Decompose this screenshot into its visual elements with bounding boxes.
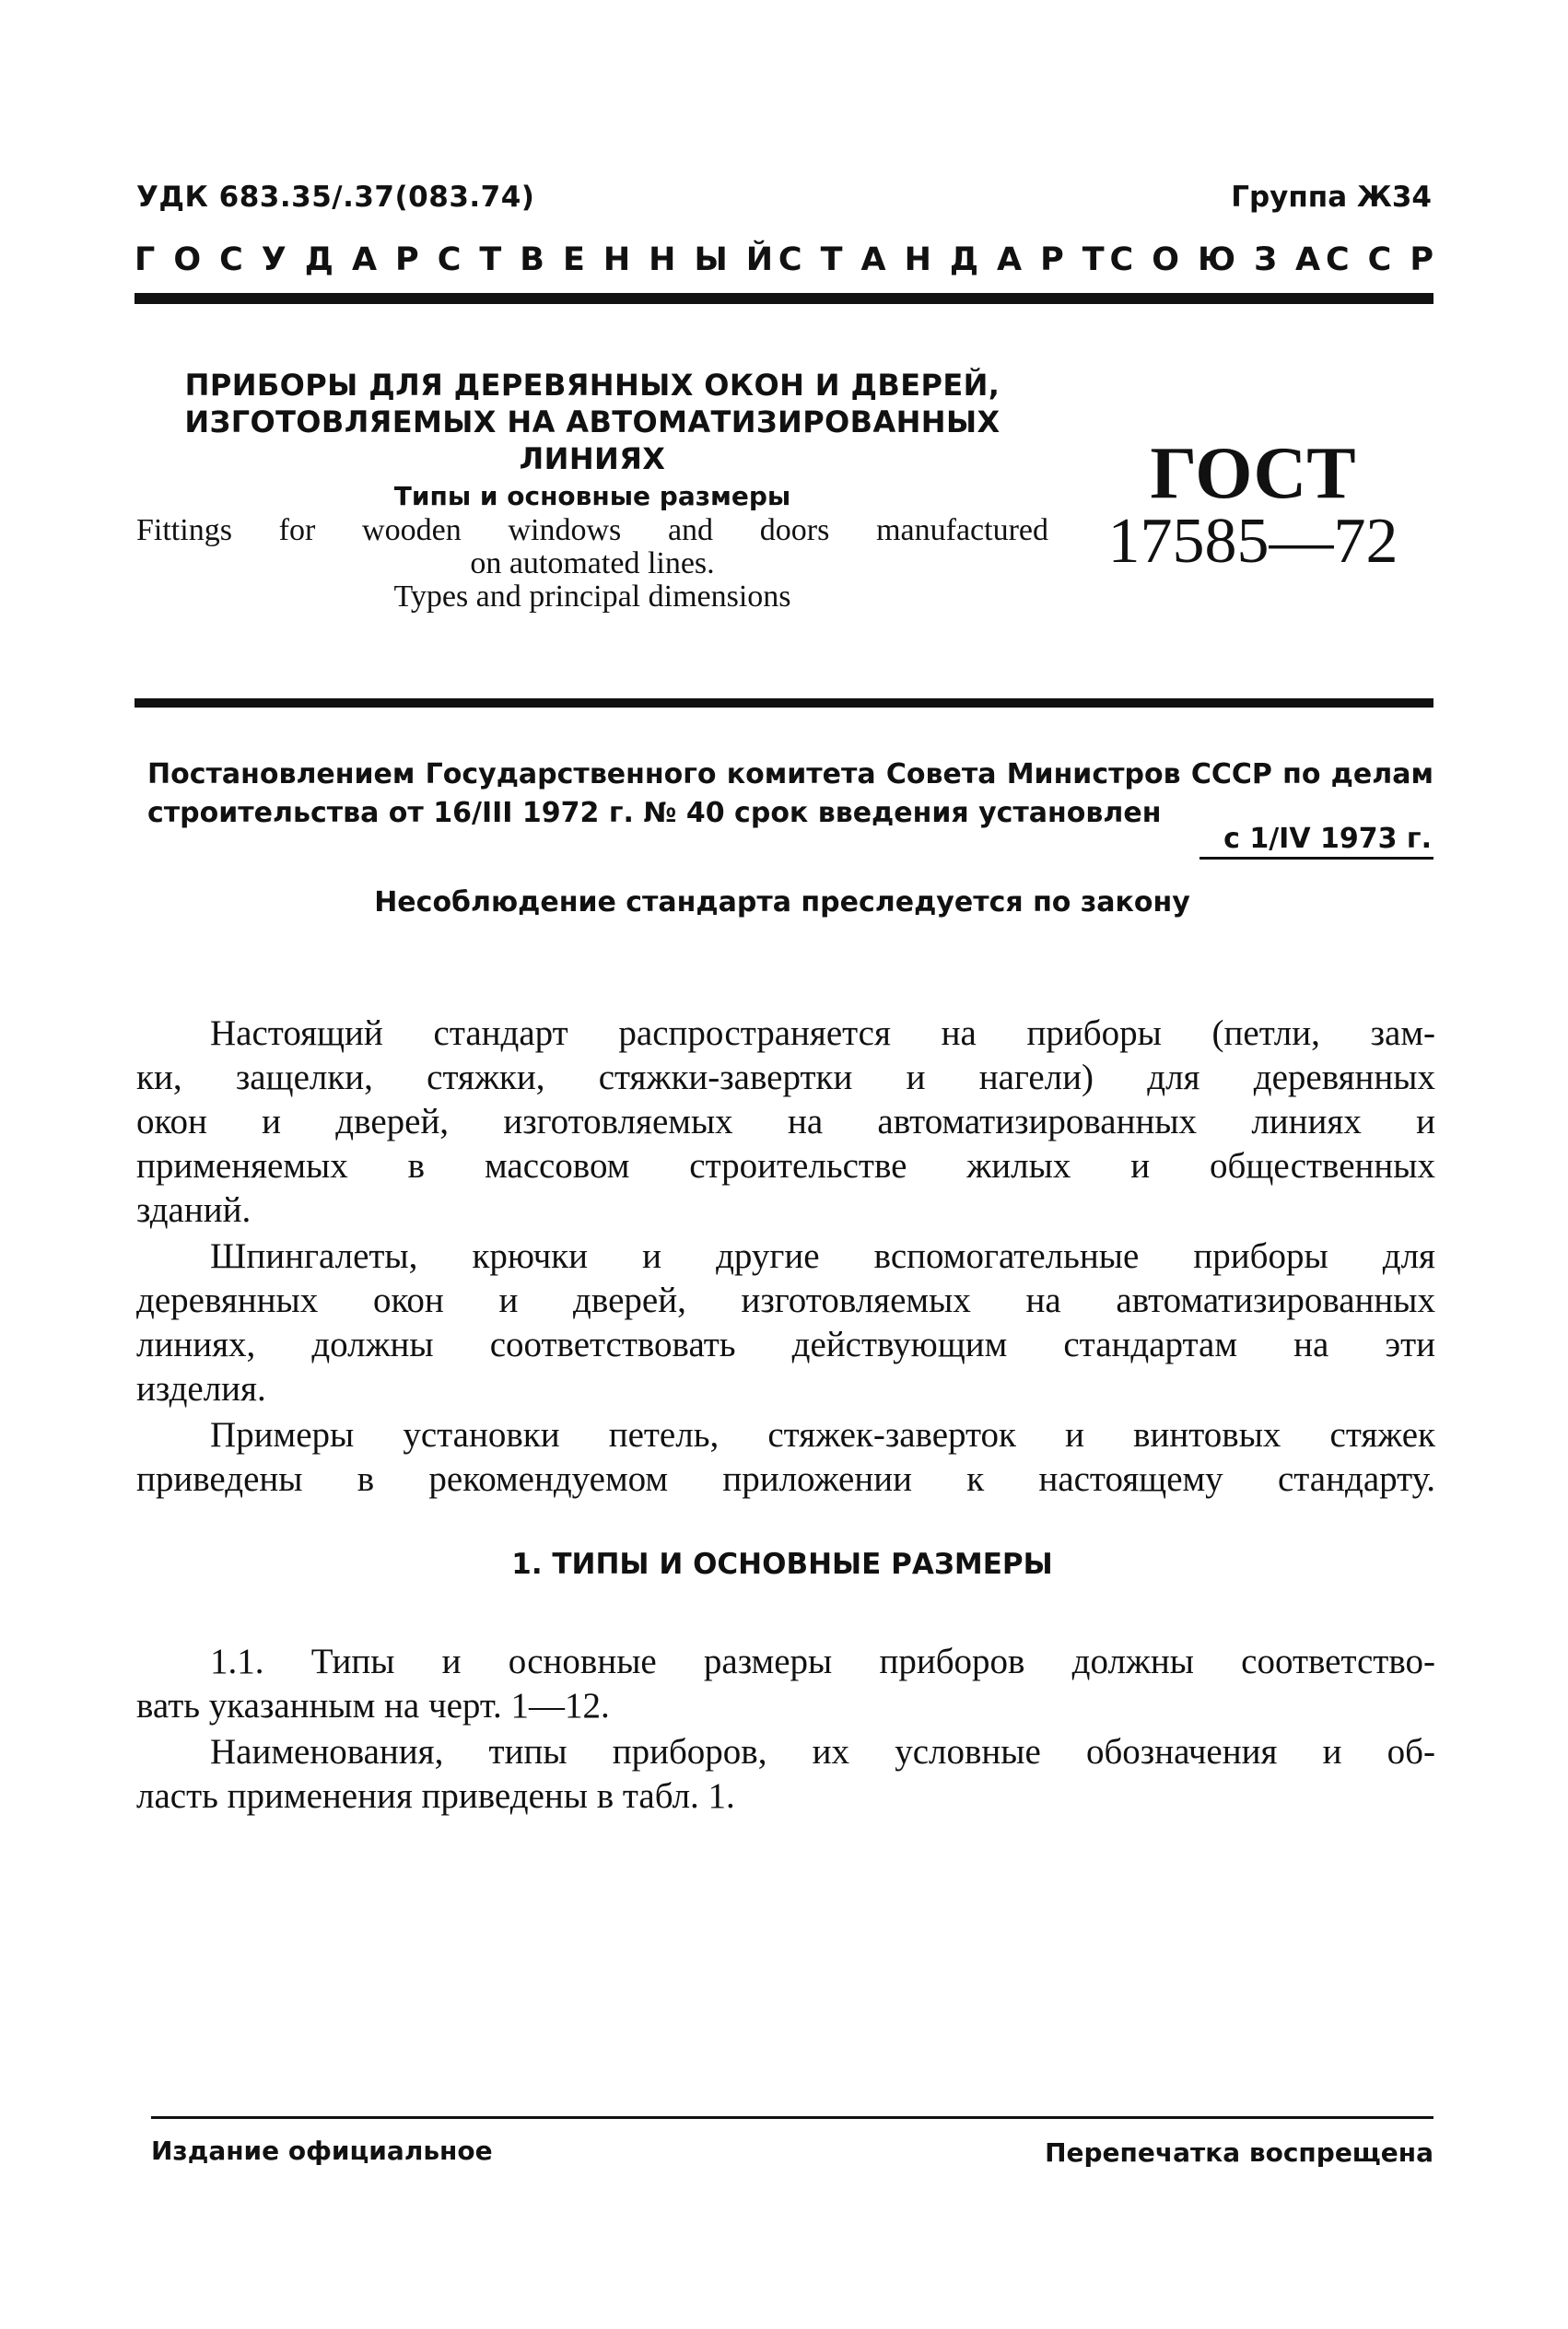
gost-label: ГОСТ [1150,433,1356,514]
header-rule [135,293,1433,304]
state-standard-banner [135,241,1433,282]
effective-date-underline [1199,857,1433,860]
intro-p1-line-4: применяемых в массовом строительстве жилых и общественных [136,1146,1435,1186]
section-1-p2-line-2: ласть применения приведены в табл. 1. [136,1776,735,1816]
section-1-p1-line-1: 1.1. Типы и основные размеры приборов должны соответство- [210,1642,1435,1681]
decree-line-2: строительства от 16/III 1972 г. № 40 срок введения установлен [147,797,1162,829]
effective-date: с 1/IV 1973 г. [1223,823,1432,855]
title-subtitle: Типы и основные размеры [393,481,791,511]
decree-line-1: Постановлением Государственного комитета Совета Министров СССР по делам [147,758,1433,790]
intro-p2-line-2: деревянных окон и дверей, изготовляемых на автоматизированных [136,1281,1435,1320]
english-title-line-3: Types and principal dimensions [393,579,791,614]
section-1-p2-line-1: Наименования, типы приборов, их условные обозначения и об- [210,1732,1435,1772]
gost-number: 17585—72 [1107,506,1398,577]
group-code: Группа Ж34 [1231,181,1432,214]
state-standard-word: С О Ю З А [1109,241,1321,278]
state-standard-word: С Т А Н Д А Р Т [778,241,1105,278]
intro-p1-line-3: окон и дверей, изготовляемых на автоматизированных линиях и [136,1102,1435,1141]
english-title-line-2: on automated lines. [470,546,715,580]
intro-p2-line-1: Шпингалеты, крючки и другие вспомогательные приборы для [210,1236,1435,1276]
state-standard-word: Г О С У Д А Р С Т В Е Н Н Ы Й [135,241,774,278]
intro-p1-line-2: ки, защелки, стяжки, стяжки-завертки и нагели) для деревянных [136,1058,1435,1097]
section-1-p1-line-2: вать указанным на черт. 1—12. [136,1686,610,1726]
title-line-1: ПРИБОРЫ ДЛЯ ДЕРЕВЯННЫХ ОКОН И ДВЕРЕЙ, [184,368,1000,403]
title-line-2: ИЗГОТОВЛЯЕМЫХ НА АВТОМАТИЗИРОВАННЫХ [184,404,1000,439]
intro-p1-line-1: Настоящий стандарт распространяется на приборы (петли, зам- [210,1013,1435,1053]
intro-p1-line-5: зданий. [136,1190,252,1230]
footer-rule [151,2116,1433,2119]
section-1-title: 1. ТИПЫ И ОСНОВНЫЕ РАЗМЕРЫ [511,1548,1053,1581]
intro-p3-line-1: Примеры установки петель, стяжек-заверток и винтовых стяжек [210,1415,1435,1455]
compliance-notice: Несоблюдение стандарта преследуется по закону [374,886,1190,919]
intro-p2-line-4: изделия. [136,1369,266,1409]
title-rule [135,698,1433,708]
reprint-prohibited-note: Перепечатка воспрещена [1045,2137,1433,2168]
english-title-line-1: Fittings for wooden windows and doors manufactured [136,513,1048,547]
title-line-3: ЛИНИЯХ [519,441,666,476]
udc-code: УДК 683.35/.37(083.74) [136,181,535,214]
official-edition-note: Издание официальное [151,2136,493,2166]
intro-p3-line-2: приведены в рекомендуемом приложении к настоящему стандарту. [136,1459,1435,1499]
intro-p2-line-3: линиях, должны соответствовать действующим стандартам на эти [136,1325,1435,1364]
state-standard-word: С С Р [1325,241,1433,278]
decree-text [147,755,1433,833]
title-block [136,367,1048,614]
